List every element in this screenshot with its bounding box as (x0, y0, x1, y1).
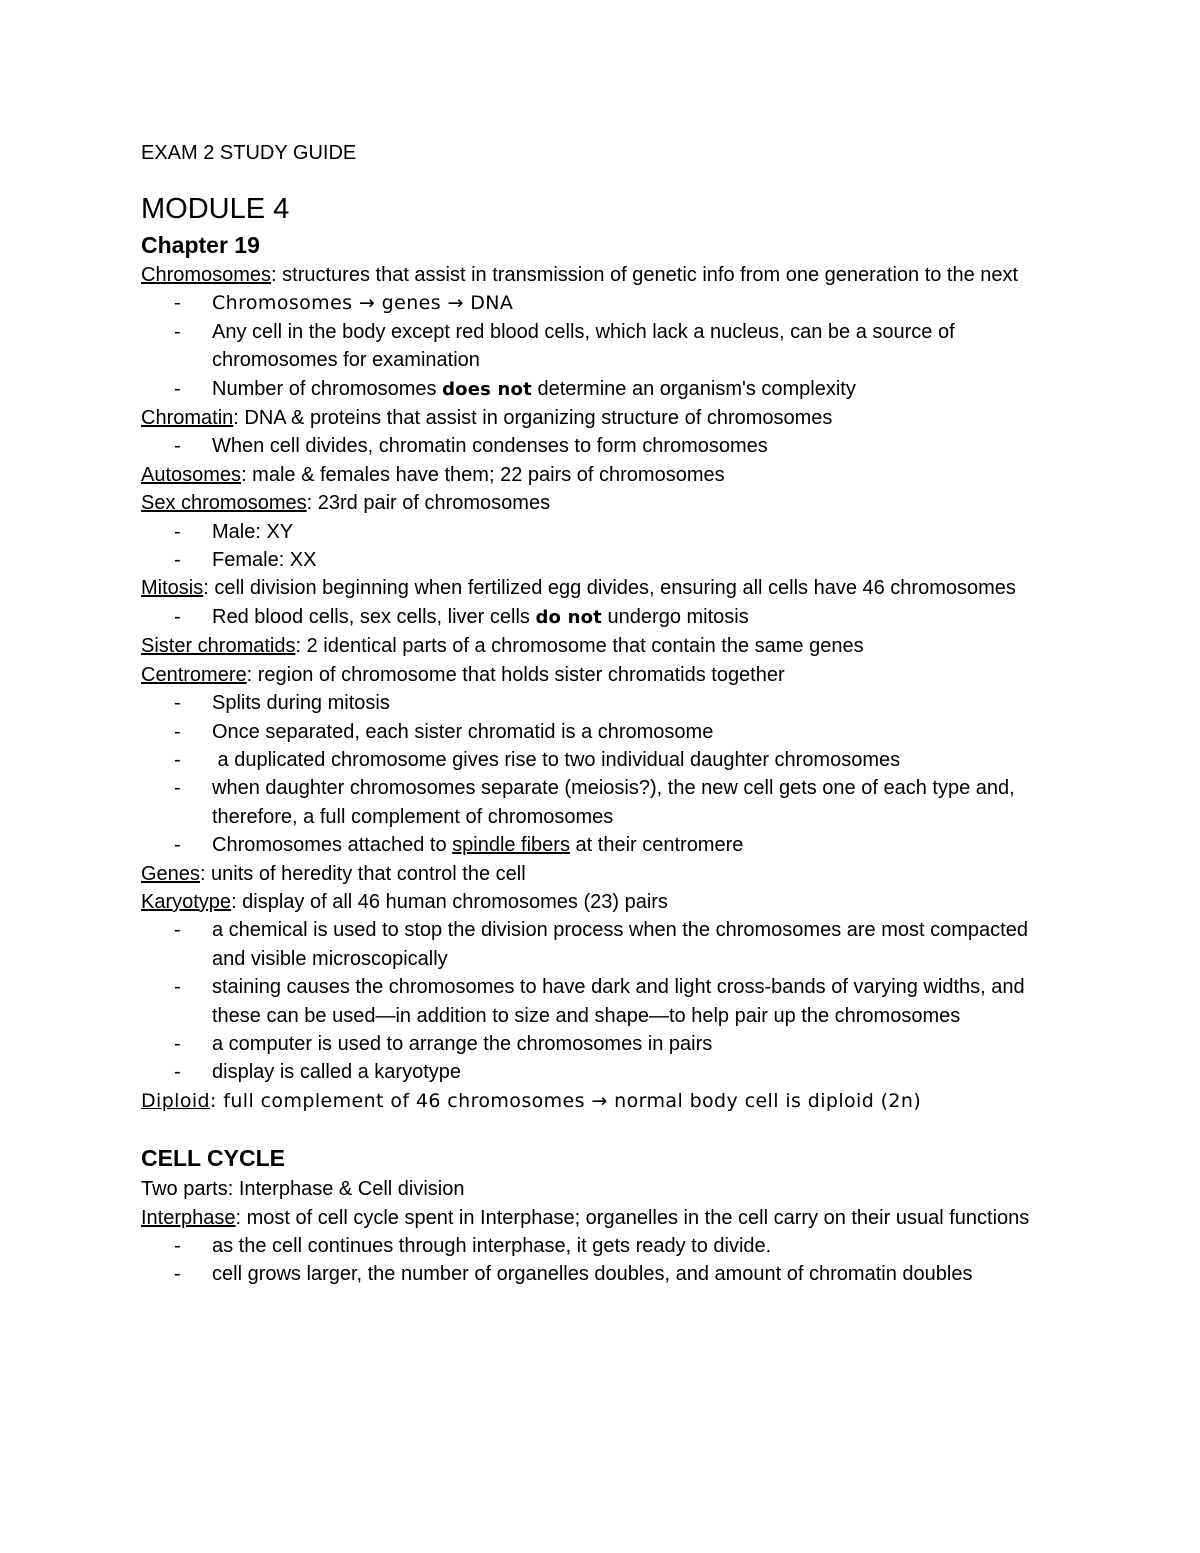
bullet-dash: - (174, 720, 181, 743)
emphasis-text: do not (535, 606, 602, 628)
list-item: - Female: XX (141, 546, 1061, 574)
list-item: - Chromosomes → genes → DNA (141, 289, 1061, 317)
genes-term: Genes (141, 862, 200, 885)
bullet-dash: - (174, 292, 182, 315)
chromatin-bullet-list (141, 432, 1061, 460)
bullet-dash: - (174, 748, 181, 771)
list-item: - as the cell continues through interphase, it gets ready to divide. (141, 1232, 1061, 1260)
list-item: - a computer is used to arrange the chromosomes in pairs (141, 1030, 1061, 1058)
diploid-term: Diploid (141, 1089, 211, 1112)
list-item: - Number of chromosomes does not determine an organism's complexity (141, 375, 1061, 404)
karyotype-bullet-list (141, 916, 1061, 1086)
karyotype-definition: Karyotype: display of all 46 human chromosomes (23) pairs (141, 890, 668, 913)
interphase-term: Interphase (141, 1206, 236, 1229)
spindle-fibers-term: spindle fibers (452, 834, 570, 857)
bullet-dash: - (174, 976, 181, 999)
bullet-dash: - (174, 320, 181, 343)
emphasis-text: does not (442, 378, 532, 400)
list-item: - Once separated, each sister chromatid is a chromosome (141, 718, 1061, 746)
genes-definition: Genes: units of heredity that control the cell (141, 862, 526, 885)
mitosis-term: Mitosis (141, 577, 204, 600)
list-item: - Chromosomes attached to spindle fibers at their centromere (141, 831, 1061, 859)
mitosis-bullet-list (141, 603, 1061, 632)
list-item: - display is called a karyotype (141, 1058, 1061, 1086)
bullet-dash: - (174, 1235, 181, 1257)
bullet-dash: - (174, 777, 181, 800)
sex-chromosomes-definition: Sex chromosomes: 23rd pair of chromosomes (141, 492, 551, 515)
list-item: - Any cell in the body except red blood cells, which lack a nucleus, can be a source of chromosomes for examination (141, 318, 1061, 375)
module-heading: MODULE 4 (141, 193, 290, 225)
list-item: - a duplicated chromosome gives rise to two individual daughter chromosomes (141, 746, 1061, 774)
document-title: EXAM 2 STUDY GUIDE (141, 142, 357, 164)
karyotype-term: Karyotype (141, 890, 232, 913)
interphase-definition: Interphase: most of cell cycle spent in Interphase; organelles in the cell carry on their usual functions (141, 1206, 1030, 1229)
centromere-definition: Centromere: region of chromosome that holds sister chromatids together (141, 663, 785, 686)
bullet-dash: - (174, 1061, 181, 1084)
list-item: - cell grows larger, the number of organelles doubles, and amount of chromatin doubles (141, 1260, 1061, 1288)
sex-chromosomes-bullet-list (141, 518, 1061, 575)
document-page (141, 139, 1061, 1289)
bullet-dash: - (174, 377, 181, 400)
list-item: - Red blood cells, sex cells, liver cells do not undergo mitosis (141, 603, 1061, 632)
cell-cycle-heading: CELL CYCLE (141, 1145, 285, 1172)
bullet-dash: - (174, 692, 181, 715)
list-item: - when daughter chromosomes separate (meiosis?), the new cell gets one of each type and, therefore, a full complement of chromosomes (141, 774, 1061, 831)
sister-chromatids-term: Sister chromatids (141, 635, 296, 658)
bullet-dash: - (174, 919, 181, 942)
bullet-dash: - (174, 834, 181, 857)
chromatin-term: Chromatin (141, 407, 234, 430)
list-item: - Male: XY (141, 518, 1061, 546)
bullet-dash: - (174, 605, 181, 628)
bullet-dash: - (174, 435, 181, 458)
cell-cycle-intro: Two parts: Interphase & Cell division (141, 1178, 465, 1201)
diploid-definition: Diploid: full complement of 46 chromosomes → normal body cell is diploid (2n) (141, 1089, 922, 1112)
chapter-heading: Chapter 19 (141, 232, 260, 258)
mitosis-definition: Mitosis: cell division beginning when fertilized egg divides, ensuring all cells have 46 chromosomes (141, 577, 1016, 600)
list-item: - staining causes the chromosomes to have dark and light cross-bands of varying widths, and these can be used—in addition to size and shape—to help pair up the chromosomes (141, 973, 1061, 1030)
bullet-dash: - (174, 520, 181, 543)
sex-chromosomes-term: Sex chromosomes (141, 492, 307, 515)
chromatin-definition: Chromatin: DNA & proteins that assist in organizing structure of chromosomes (141, 407, 833, 430)
list-item: - When cell divides, chromatin condenses to form chromosomes (141, 432, 1061, 460)
chromosomes-term: Chromosomes (141, 264, 272, 286)
centromere-bullet-list (141, 689, 1061, 859)
chromosomes-definition: Chromosomes: structures that assist in transmission of genetic info from one generation to the next (141, 264, 1019, 286)
centromere-term: Centromere (141, 663, 247, 686)
bullet-dash: - (174, 1263, 181, 1286)
autosomes-definition: Autosomes: male & females have them; 22 pairs of chromosomes (141, 463, 725, 486)
list-item: - a chemical is used to stop the division process when the chromosomes are most compacted and visible microscopically (141, 916, 1061, 973)
interphase-bullet-list (141, 1232, 1061, 1289)
chromosomes-bullet-list (141, 289, 1061, 404)
bullet-dash: - (174, 1032, 181, 1055)
autosomes-term: Autosomes (141, 463, 242, 486)
sister-chromatids-definition: Sister chromatids: 2 identical parts of a chromosome that contain the same genes (141, 635, 864, 658)
bullet-dash: - (174, 549, 181, 572)
list-item: - Splits during mitosis (141, 689, 1061, 717)
